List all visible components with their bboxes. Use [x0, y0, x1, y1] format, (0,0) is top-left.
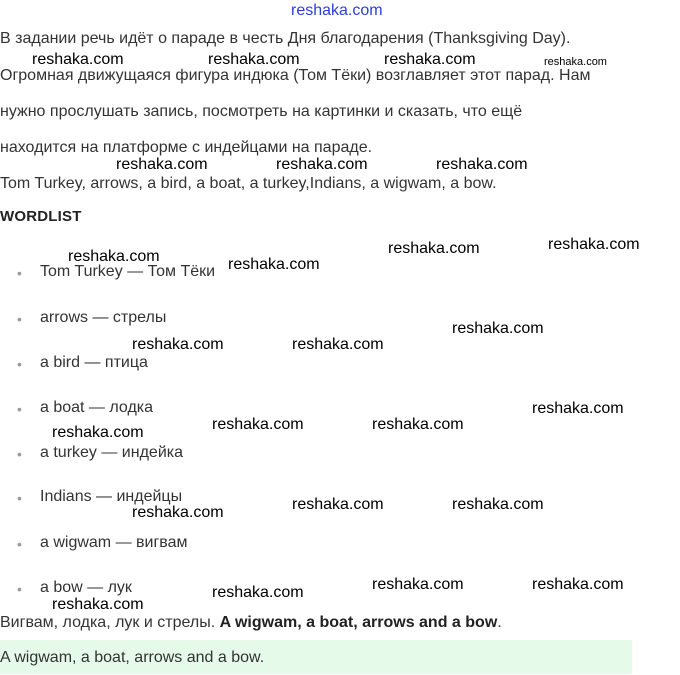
wordlist-item: a wigwam — вигвам — [40, 534, 188, 551]
watermark: reshaka.com — [32, 51, 124, 68]
watermark: reshaka.com — [452, 320, 544, 337]
wordlist-item: a turkey — индейка — [40, 444, 183, 461]
bullet-icon: • — [17, 581, 22, 597]
bullet-icon: • — [17, 356, 22, 372]
bullet-icon: • — [17, 490, 22, 506]
wordlist-item: Indians — индейцы — [40, 488, 183, 505]
bullet-icon: • — [17, 446, 22, 462]
watermark: reshaka.com — [208, 51, 300, 68]
watermark: reshaka.com — [292, 336, 384, 353]
watermark: reshaka.com — [452, 496, 544, 513]
conclusion-text: Вигвам, лодка, лук и стрелы. — [0, 614, 220, 631]
wordlist-item: Tom Turkey — Том Тёки — [40, 263, 216, 280]
watermark: reshaka.com — [228, 256, 320, 273]
intro-line-2: Огромная движущаяся фигура индюка (Том Тёки) возглавляет этот парад. Нам — [0, 67, 591, 84]
watermark: reshaka.com — [548, 236, 640, 253]
watermark: reshaka.com — [52, 424, 144, 441]
watermark: reshaka.com — [132, 336, 224, 353]
bullet-icon: • — [17, 536, 22, 552]
intro-line-5: Tom Turkey, arrows, a bird, a boat, a turkey,Indians, a wigwam, a bow. — [0, 175, 497, 192]
watermark: reshaka.com — [132, 504, 224, 521]
bullet-icon: • — [17, 311, 22, 327]
wordlist-item: a bow — лук — [40, 579, 132, 596]
watermark: reshaka.com — [436, 156, 528, 173]
conclusion — [0, 614, 502, 632]
intro-line-4: находится на платформе с индейцами на параде. — [0, 139, 373, 156]
watermark: reshaka.com — [116, 156, 208, 173]
intro-line-3: нужно прослушать запись, посмотреть на картинки и сказать, что ещё — [0, 103, 523, 120]
watermark: reshaka.com — [372, 416, 464, 433]
conclusion-bold: A wigwam, a boat, arrows and a bow — [219, 614, 498, 631]
watermark: reshaka.com — [372, 576, 464, 593]
bullet-icon: • — [17, 265, 22, 281]
answer-box — [0, 640, 632, 674]
answer-text: A wigwam, a boat, arrows and a bow. — [0, 649, 265, 666]
watermark: reshaka.com — [212, 416, 304, 433]
watermark: reshaka.com — [276, 156, 368, 173]
watermark: reshaka.com — [52, 596, 144, 613]
watermark: reshaka.com — [68, 248, 160, 265]
watermark: reshaka.com — [212, 584, 304, 601]
watermark: reshaka.com — [384, 51, 476, 68]
top-watermark: reshaka.com — [291, 2, 383, 19]
watermark-small: reshaka.com — [544, 56, 607, 68]
wordlist-title: WORDLIST — [0, 208, 82, 225]
wordlist-item: a bird — птица — [40, 354, 148, 371]
watermark: reshaka.com — [292, 496, 384, 513]
intro-line-1: В задании речь идёт о параде в честь Дня благодарения (Thanksgiving Day). — [0, 30, 571, 47]
watermark: reshaka.com — [532, 576, 624, 593]
wordlist-item: a boat — лодка — [40, 399, 154, 416]
bullet-icon: • — [17, 401, 22, 417]
watermark: reshaka.com — [388, 240, 480, 257]
watermark: reshaka.com — [532, 400, 624, 417]
wordlist-item: arrows — стрелы — [40, 309, 167, 326]
conclusion-end: . — [497, 614, 502, 631]
